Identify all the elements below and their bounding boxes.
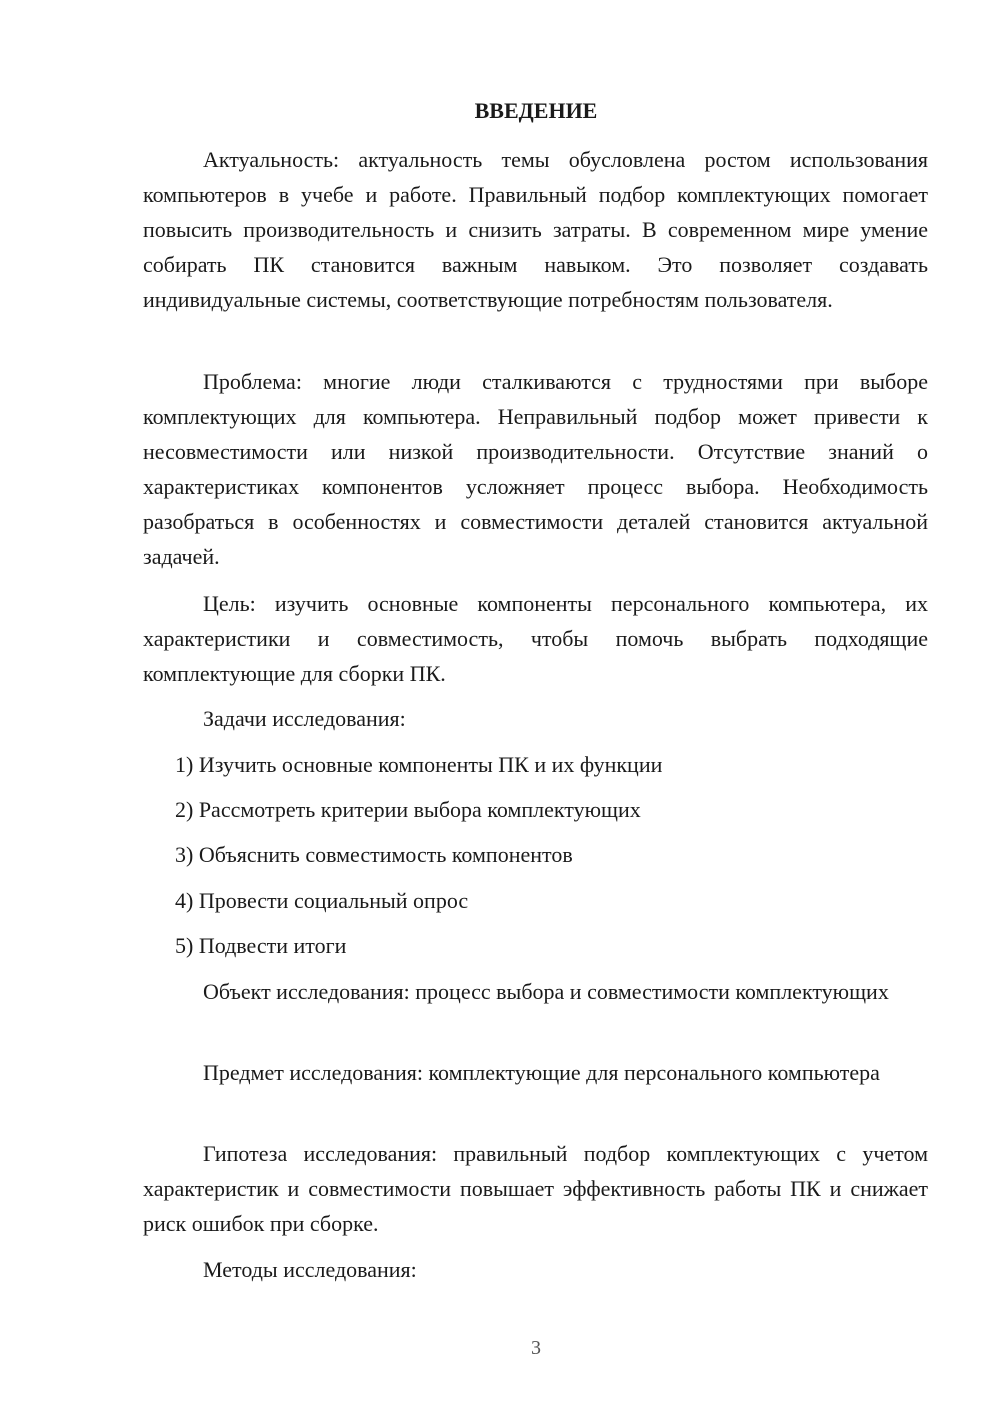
methods-heading: Методы исследования: (203, 1257, 417, 1282)
page-number: 3 (531, 1337, 541, 1359)
paragraph-object: Объект исследования: процесс выбора и совместимости комплектующих (203, 979, 889, 1004)
tasks-heading: Задачи исследования: (203, 706, 406, 731)
section-heading: ВВЕДЕНИЕ (474, 98, 598, 123)
paragraph-subject: Предмет исследования: комплектующие для персонального компьютера (203, 1060, 880, 1085)
task-item-2: 2) Рассмотреть критерии выбора комплектующих (175, 797, 641, 822)
task-item-3: 3) Объяснить совместимость компонентов (175, 842, 573, 867)
task-item-4: 4) Провести социальный опрос (175, 888, 469, 913)
paragraph-problem: Проблема: многие люди сталкиваются с трудностями при выборе комплектующих для компьютера. Неправильный подбор может привести к несовместимости или низкой производительности. Отсутствие знаний о характеристиках компонентов усложняет процесс выбора. Необходимость разобраться в особенностях и совместимости деталей становится актуальной задачей. (143, 369, 928, 569)
task-item-1: 1) Изучить основные компоненты ПК и их функции (175, 752, 663, 777)
paragraph-hypothesis: Гипотеза исследования: правильный подбор комплектующих с учетом характеристик и совместимости повышает эффективность работы ПК и снижает риск ошибок при сборке. (143, 1141, 928, 1236)
paragraph-goal: Цель: изучить основные компоненты персонального компьютера, их характеристики и совместимость, чтобы помочь выбрать подходящие комплектующие для сборки ПК. (143, 591, 928, 686)
paragraph-relevance: Актуальность: актуальность темы обусловлена ростом использования компьютеров в учебе и работе. Правильный подбор комплектующих помогает повысить производительность и снизить затраты. В современном мире умение собирать ПК становится важным навыком. Это позволяет создавать индивидуальные системы, соответствующие потребностям пользователя. (143, 147, 928, 312)
task-item-5: 5) Подвести итоги (175, 933, 347, 958)
